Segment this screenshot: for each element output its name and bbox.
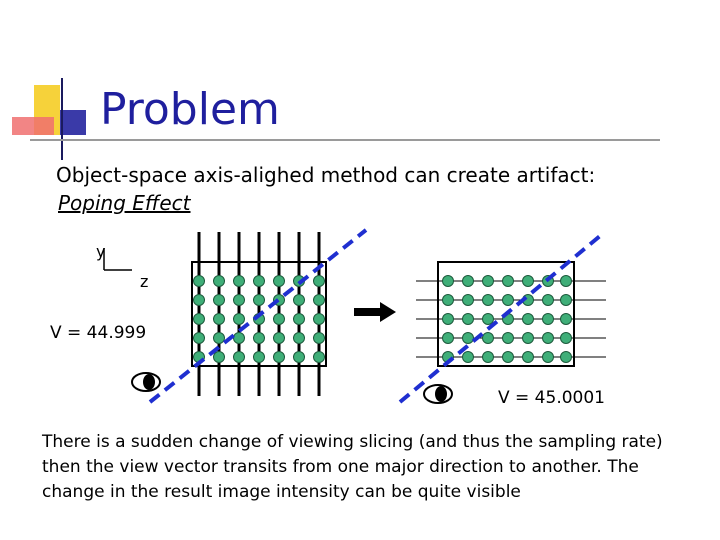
right-sample-point xyxy=(503,333,514,344)
axis-z-label: z xyxy=(140,272,149,291)
arrow-right-icon xyxy=(354,302,396,322)
right-sample-point xyxy=(483,314,494,325)
right-sample-point xyxy=(503,295,514,306)
left-sample-point xyxy=(294,352,305,363)
slide-subtitle-emphasis: Poping Effect xyxy=(58,191,191,215)
left-sample-point xyxy=(294,333,305,344)
left-sample-point xyxy=(234,276,245,287)
right-sample-point xyxy=(561,314,572,325)
left-sample-point xyxy=(214,276,225,287)
left-sample-point xyxy=(234,295,245,306)
body-paragraph: There is a sudden change of viewing slicing (and thus the sampling rate) then the view vector transits from one major direction to another. The change in the result image intensity can be quite visible xyxy=(42,432,663,502)
left-sample-point xyxy=(194,314,205,325)
right-sample-point xyxy=(543,314,554,325)
left-sample-point xyxy=(274,276,285,287)
left-sample-point xyxy=(274,333,285,344)
right-sample-point xyxy=(523,333,534,344)
right-sample-point xyxy=(561,295,572,306)
left-sample-point xyxy=(274,314,285,325)
left-sample-point xyxy=(314,314,325,325)
right-sample-point xyxy=(523,276,534,287)
right-sample-point xyxy=(443,333,454,344)
left-sample-point xyxy=(234,333,245,344)
left-sample-point xyxy=(194,276,205,287)
right-sample-point xyxy=(483,276,494,287)
left-sample-point xyxy=(234,352,245,363)
right-sample-point xyxy=(443,295,454,306)
right-sample-point xyxy=(543,295,554,306)
left-sample-point xyxy=(294,314,305,325)
right-sample-point xyxy=(561,276,572,287)
right-sample-point xyxy=(523,314,534,325)
left-sample-point xyxy=(234,314,245,325)
left-sample-point xyxy=(254,295,265,306)
left-sample-point xyxy=(274,352,285,363)
right-sample-point xyxy=(463,333,474,344)
left-sample-point xyxy=(254,276,265,287)
right-view-label: V = 45.0001 xyxy=(498,388,605,408)
right-sample-point xyxy=(483,333,494,344)
left-sample-point xyxy=(214,295,225,306)
left-view-label: V = 44.999 xyxy=(50,323,147,343)
right-sample-point xyxy=(483,295,494,306)
right-sample-point xyxy=(463,352,474,363)
right-sample-point xyxy=(443,276,454,287)
slide-subtitle: Object-space axis-alighed method can create artifact: xyxy=(56,163,596,187)
left-sample-point xyxy=(254,333,265,344)
axis-icon xyxy=(104,248,132,270)
right-sample-point xyxy=(503,276,514,287)
left-sample-point xyxy=(294,295,305,306)
right-slicing-grid xyxy=(416,262,606,366)
left-sample-point xyxy=(214,314,225,325)
right-sample-point xyxy=(561,352,572,363)
right-sample-point xyxy=(463,276,474,287)
right-sample-point xyxy=(463,295,474,306)
left-sample-point xyxy=(314,295,325,306)
eye-icon-left xyxy=(132,373,160,391)
eye-icon-right xyxy=(424,385,452,403)
left-sample-point xyxy=(214,333,225,344)
right-sample-point xyxy=(463,314,474,325)
left-sample-point xyxy=(194,295,205,306)
axis-y-label: y xyxy=(96,242,106,261)
left-sample-point xyxy=(214,352,225,363)
right-sample-point xyxy=(561,333,572,344)
right-sample-point xyxy=(543,333,554,344)
right-sample-point xyxy=(503,352,514,363)
left-sample-point xyxy=(314,333,325,344)
left-sample-point xyxy=(194,333,205,344)
right-sample-point xyxy=(523,352,534,363)
right-sample-point xyxy=(543,352,554,363)
right-sample-point xyxy=(443,314,454,325)
right-sample-point xyxy=(483,352,494,363)
slide-title: Problem xyxy=(100,84,280,135)
left-sample-point xyxy=(254,352,265,363)
left-sample-point xyxy=(314,352,325,363)
left-sample-point xyxy=(314,276,325,287)
